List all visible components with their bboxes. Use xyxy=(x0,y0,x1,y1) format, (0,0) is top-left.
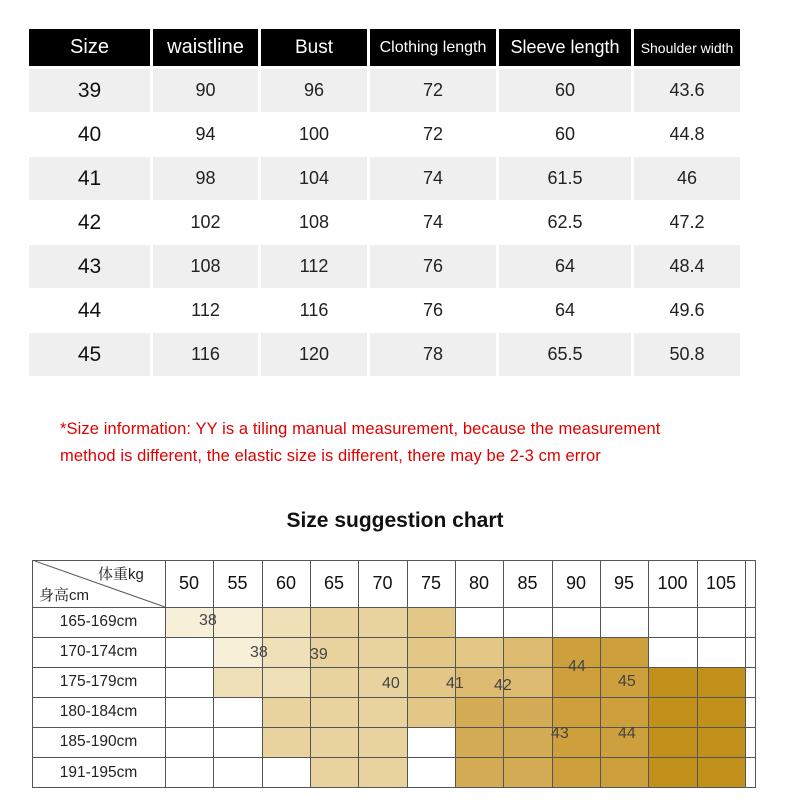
cell-size: 40 xyxy=(29,113,150,156)
height-label: 170-174cm xyxy=(59,643,138,660)
cell-shoulder-width: 49.6 xyxy=(634,289,740,332)
cell-sleeve-length: 60 xyxy=(499,69,631,112)
cell-shoulder-width: 48.4 xyxy=(634,245,740,288)
weight-label: 80 xyxy=(468,573,490,593)
weight-label: 55 xyxy=(227,573,248,593)
size-note xyxy=(60,416,760,470)
size-region-label: 39 xyxy=(310,646,328,663)
cell-shoulder-width: 46 xyxy=(634,157,740,200)
size-region-label: 40 xyxy=(382,675,400,692)
weight-label: 60 xyxy=(275,573,297,593)
region-size-40 xyxy=(358,637,407,788)
weight-label: 90 xyxy=(565,573,587,593)
cell-size: 42 xyxy=(29,201,150,244)
size-region-label: 38 xyxy=(199,612,217,629)
table-row xyxy=(29,289,741,332)
cell-bust: 120 xyxy=(261,333,367,376)
size-region-label: 44 xyxy=(618,725,636,742)
cell-clothing-length: 72 xyxy=(370,69,496,112)
size-suggestion-grid xyxy=(32,560,756,788)
weight-label: 100 xyxy=(657,573,688,593)
weight-label: 70 xyxy=(372,573,393,593)
cell-size: 43 xyxy=(29,245,150,288)
table-row xyxy=(29,201,741,244)
chart-title: Size suggestion chart xyxy=(286,509,504,532)
table-row xyxy=(29,69,741,112)
cell-clothing-length: 76 xyxy=(370,245,496,288)
cell-shoulder-width: 50.8 xyxy=(634,333,740,376)
cell-waistline: 102 xyxy=(153,201,258,244)
table-row xyxy=(29,245,741,288)
corner-diagonal xyxy=(32,560,165,607)
cell-clothing-length: 76 xyxy=(370,289,496,332)
header-bust: Bust xyxy=(261,29,367,66)
cell-sleeve-length: 62.5 xyxy=(499,201,631,244)
weight-axis-label: 体重kg xyxy=(98,566,144,583)
cell-bust: 112 xyxy=(261,245,367,288)
table-row xyxy=(29,333,741,376)
cell-waistline: 116 xyxy=(153,333,258,376)
size-region-label: 43 xyxy=(551,725,569,742)
cell-sleeve-length: 61.5 xyxy=(499,157,631,200)
weight-label: 95 xyxy=(613,573,635,593)
height-label: 191-195cm xyxy=(59,763,138,781)
weight-label: 50 xyxy=(178,573,200,593)
size-region-label: 38 xyxy=(250,644,268,661)
region-size-39 xyxy=(262,607,310,697)
size-region-label: 45 xyxy=(618,673,636,690)
size-region-label: 42 xyxy=(494,677,512,694)
grid-line xyxy=(745,560,746,788)
size-note-line-1: *Size information: YY is a tiling manual measurement, because the measurement xyxy=(60,420,661,438)
cell-size: 44 xyxy=(29,289,150,332)
cell-clothing-length: 74 xyxy=(370,157,496,200)
size-region-label: 44 xyxy=(568,658,586,675)
height-axis-label: 身高cm xyxy=(39,587,89,604)
cell-waistline: 108 xyxy=(153,245,258,288)
weight-label: 65 xyxy=(323,573,345,593)
cell-shoulder-width: 43.6 xyxy=(634,69,740,112)
cell-clothing-length: 72 xyxy=(370,113,496,156)
weight-label: 75 xyxy=(420,573,442,593)
cell-bust: 100 xyxy=(261,113,367,156)
header-waistline: waistline xyxy=(153,29,258,66)
cell-bust: 108 xyxy=(261,201,367,244)
cell-bust: 96 xyxy=(261,69,367,112)
cell-waistline: 112 xyxy=(153,289,258,332)
cell-clothing-length: 78 xyxy=(370,333,496,376)
weight-label: 85 xyxy=(517,573,538,593)
cell-waistline: 90 xyxy=(153,69,258,112)
cell-clothing-length: 74 xyxy=(370,201,496,244)
cell-bust: 104 xyxy=(261,157,367,200)
height-label: 185-190cm xyxy=(59,733,138,750)
cell-size: 39 xyxy=(29,69,150,112)
table-row xyxy=(29,113,741,156)
height-label: 175-179cm xyxy=(59,673,138,690)
cell-shoulder-width: 47.2 xyxy=(634,201,740,244)
cell-sleeve-length: 65.5 xyxy=(499,333,631,376)
weight-label: 105 xyxy=(705,573,737,593)
cell-sleeve-length: 60 xyxy=(499,113,631,156)
region-size-43 xyxy=(455,697,503,788)
height-label: 180-184cm xyxy=(59,703,138,720)
cell-sleeve-length: 64 xyxy=(499,245,631,288)
size-note-line-2: method is different, the elastic size is different, there may be 2-3 cm error xyxy=(60,447,601,465)
header-sleeve-length: Sleeve length xyxy=(499,29,631,66)
cell-bust: 116 xyxy=(261,289,367,332)
height-label: 165-169cm xyxy=(59,613,138,630)
region-size-41 xyxy=(455,637,503,667)
cell-size: 45 xyxy=(29,333,150,376)
cell-sleeve-length: 64 xyxy=(499,289,631,332)
header-size: Size xyxy=(29,29,150,66)
grid-border xyxy=(755,560,756,788)
header-clothing-length: Clothing length xyxy=(370,29,496,66)
cell-size: 41 xyxy=(29,157,150,200)
size-region-label: 41 xyxy=(446,675,464,692)
header-shoulder-width: Shoulder width xyxy=(634,29,740,66)
cell-shoulder-width: 44.8 xyxy=(634,113,740,156)
cell-waistline: 94 xyxy=(153,113,258,156)
table-row xyxy=(29,157,741,200)
cell-waistline: 98 xyxy=(153,157,258,200)
